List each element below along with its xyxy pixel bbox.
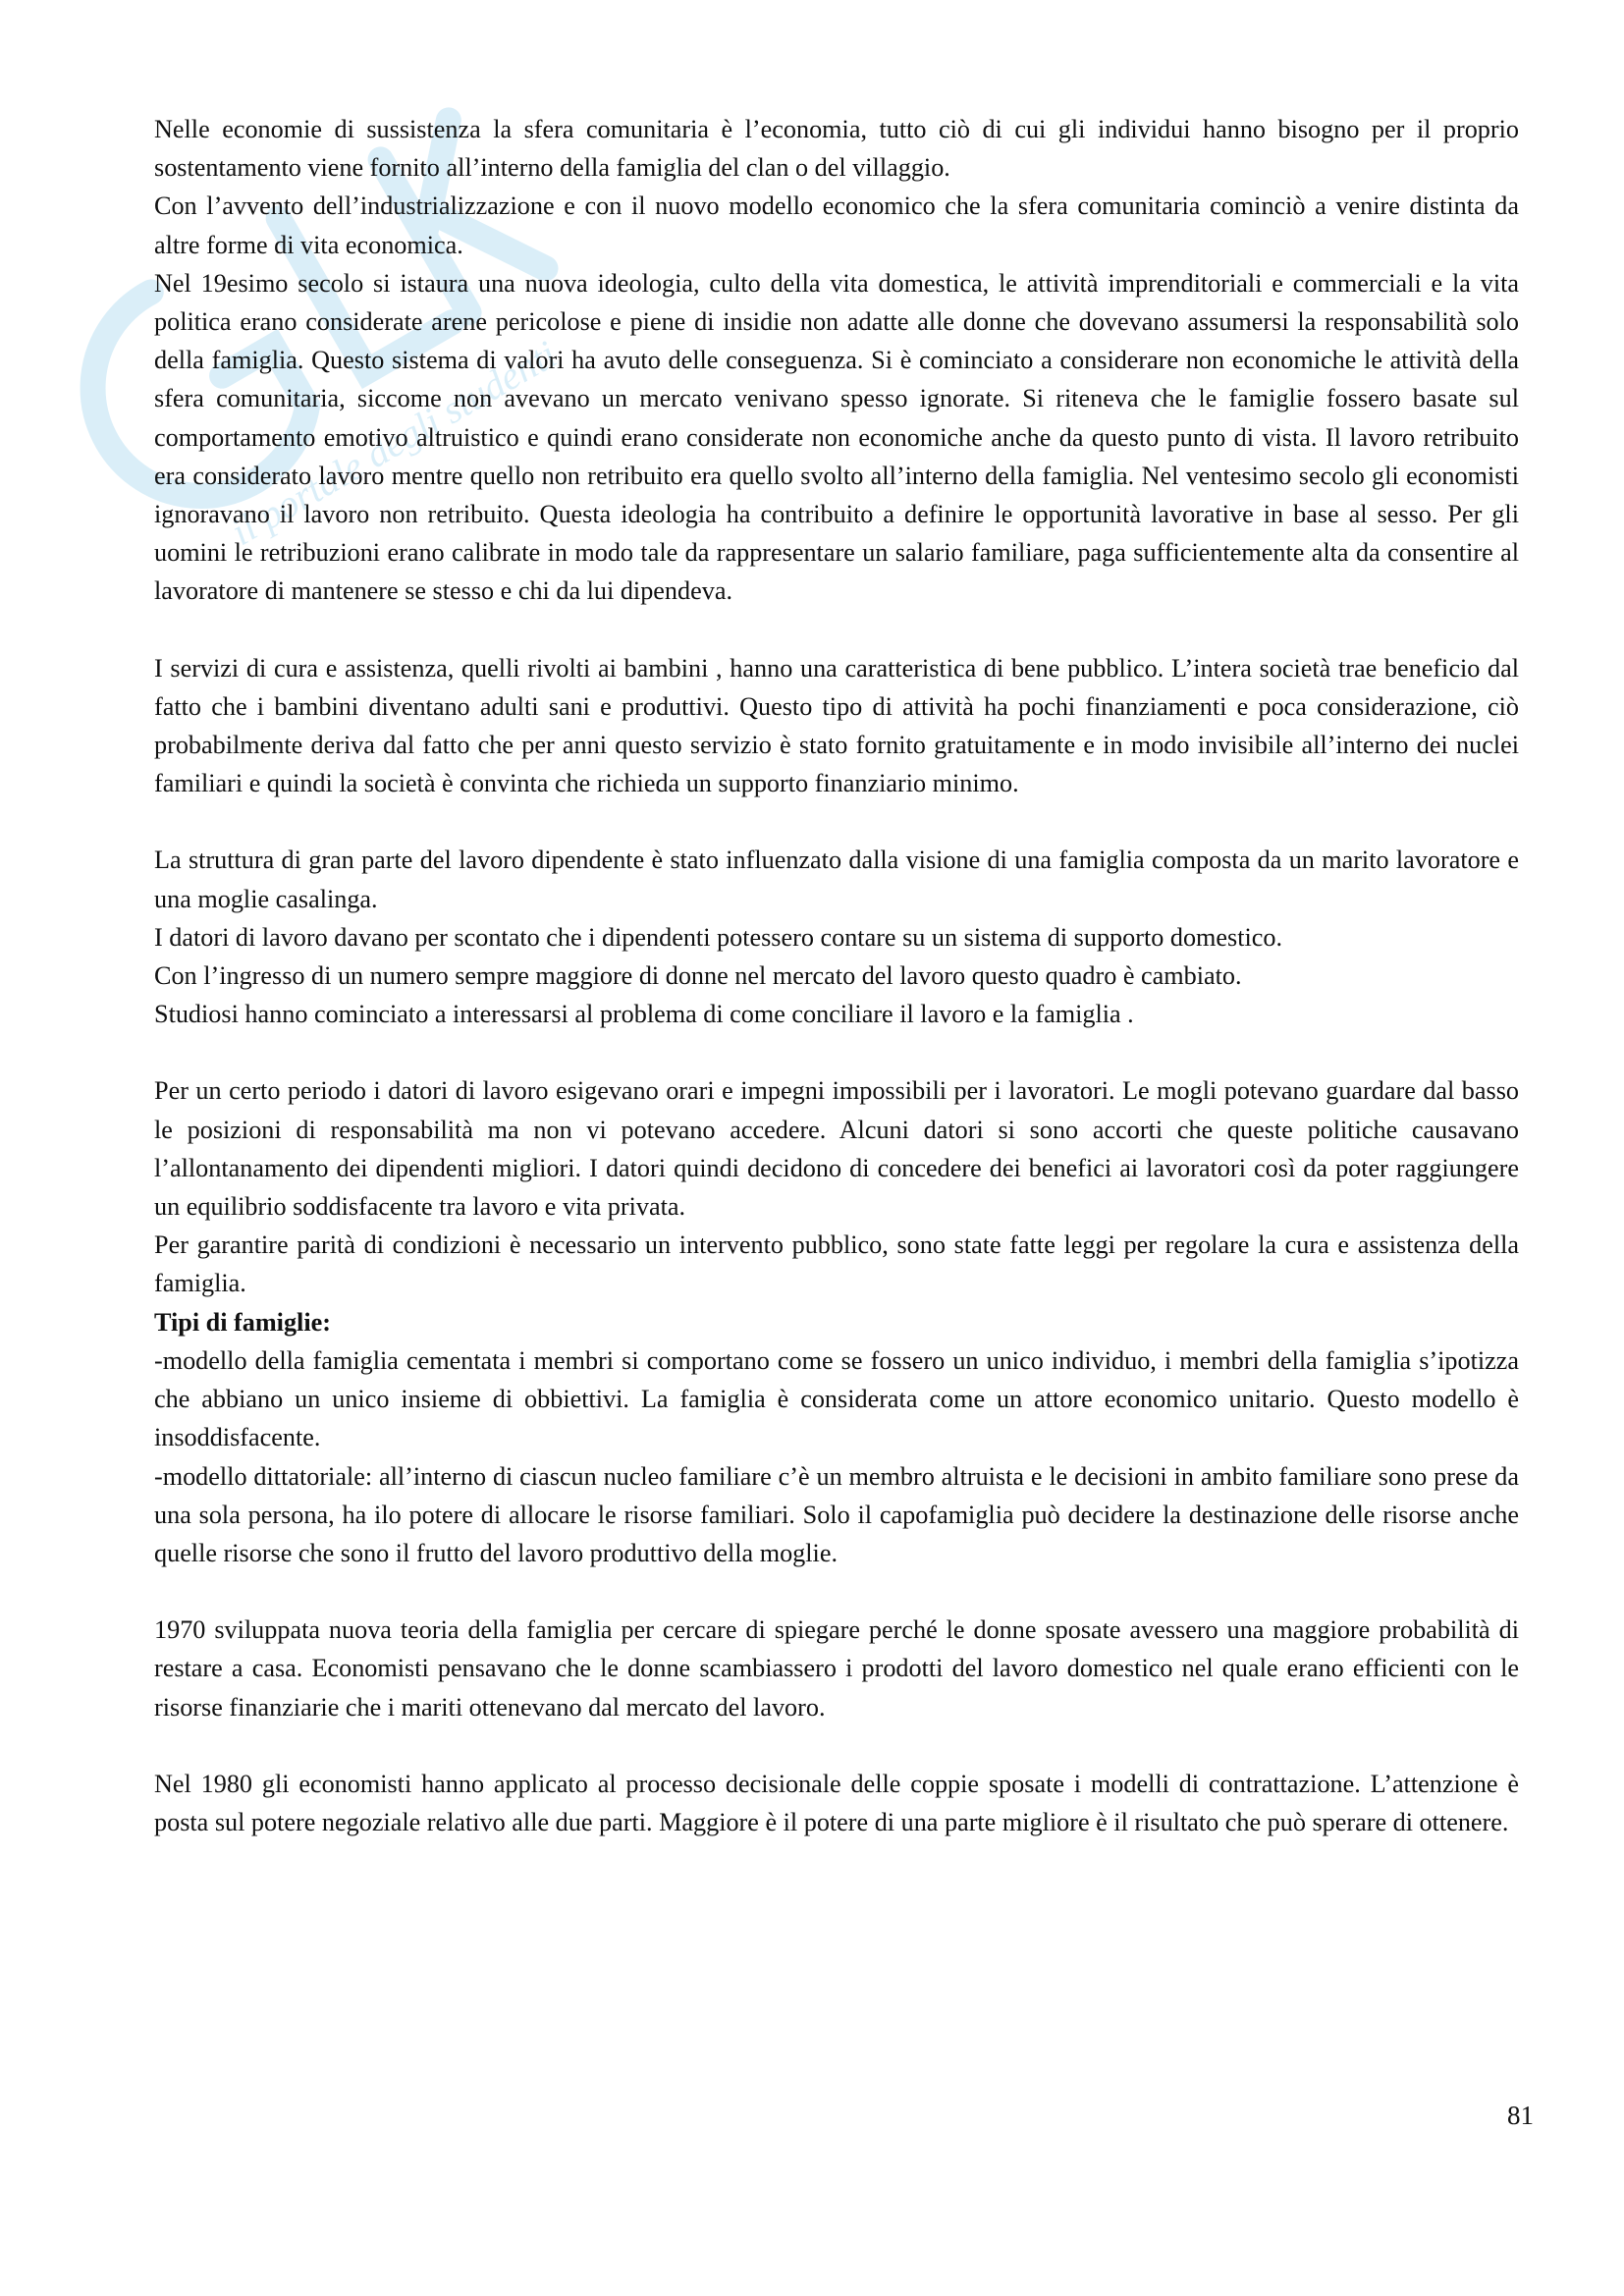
paragraph-studiosi: Studiosi hanno cominciato a interessarsi al problema di come conciliare il lavoro e la famiglia . xyxy=(154,1000,1134,1029)
paragraph-certo-periodo: Per un certo periodo i datori di lavoro esigevano orari e impegni impossibili per i lavoratori. Le mogli potevano guardare dal basso le posizioni di responsabilità ma non vi potevano accedere. Alcuni datori si sono accorti che queste politiche causavano l’allontanamento dei dipendenti migliori. I datori quindi decidono di concedere dei benefici ai lavoratori così da poter raggiungere un equilibrio soddisfacente tra lavoro e vita privata. xyxy=(154,1076,1519,1222)
paragraph-19esimo-secolo: Nel 19esimo secolo si istaura una nuova ideologia, culto della vita domestica, le attività imprenditoriali e commerciali e la vita politica erano considerate arene pericolose e piene di insidie non adatte alle donne che dovevano assumersi la responsabilità solo della famiglia. Questo sistema di valori ha avuto delle conseguenza. Si è cominciato a considerare non economiche le attività della sfera comunitaria, siccome non avevano un mercato venivano spesso ignorate. Si riteneva che le famiglie fossero basate sul comportamento emotivo altruistico e quindi erano considerate non economiche anche da questo punto di vista. Il lavoro retribuito era considerato lavoro mentre quello non retribuito era quello svolto all’interno della famiglia. Nel ventesimo secolo gli economisti ignoravano il lavoro non retribuito. Questa ideologia ha contribuito a definire le opportunità lavorative in base al sesso. Per gli uomini le retribuzioni erano calibrate in modo tale da rappresentare un salario familiare, paga sufficientemente alta da consentire al lavoratore di mantenere se stesso e chi da lui dipendeva. xyxy=(154,268,1519,606)
paragraph-industrializzazione: Con l’avvento dell’industrializzazione e con il nuovo modello economico che la sfera comunitaria cominciò a venire distinta da altre forme di vita economica. xyxy=(154,191,1519,259)
paragraph-1970: 1970 sviluppata nuova teoria della famiglia per cercare di spiegare perché le donne sposate avessero una maggiore probabilità di restare a casa. Economisti pensavano che le donne scambiassero i prodotti del lavoro domestico nel quale erano efficienti con le risorse finanziarie che i mariti ottenevano dal mercato del lavoro. xyxy=(154,1615,1519,1722)
paragraph-1980: Nel 1980 gli economisti hanno applicato al processo decisionale delle coppie sposate i modelli di contrattazione. L’attenzione è posta sul potere negoziale relativo alle due parti. Maggiore è il potere di una parte migliore è il risultato che può sperare di ottenere. xyxy=(154,1769,1519,1836)
paragraph-modello-dittatoriale: -modello dittatoriale: all’interno di ciascun nucleo familiare c’è un membro altruista e le decisioni in ambito familiare sono prese da una sola persona, ha ilo potere di allocare le risorse familiari. Solo il capofamiglia può decidere la destinazione delle risorse anche quelle risorse che sono il frutto del lavoro produttivo della moglie. xyxy=(154,1461,1519,1567)
paragraph-famiglia-cementata: -modello della famiglia cementata i membri si comportano come se fossero un unico individuo, i membri della famiglia s’ipotizza che abbiano un unico insieme di obbiettivi. La famiglia è considerata come un attore economico unitario. Questo modello è insoddisfacente. xyxy=(154,1345,1519,1452)
paragraph-datori-scontato: I datori di lavoro davano per scontato che i dipendenti potessero contare su un sistema di supporto domestico. xyxy=(154,922,1283,952)
section-heading-tipi-famiglie: Tipi di famiglie: xyxy=(154,1307,331,1337)
paragraph-struttura-lavoro: La struttura di gran parte del lavoro dipendente è stato influenzato dalla visione di una famiglia composta da un marito lavoratore e una moglie casalinga. xyxy=(154,846,1519,913)
document-body xyxy=(154,110,1519,1841)
svg-text:il portale degli studenti: il portale degli studenti xyxy=(223,331,565,555)
paragraph-servizi-cura: I servizi di cura e assistenza, quelli rivolti ai bambini , hanno una caratteristica di bene pubblico. L’intera società trae beneficio dal fatto che i bambini diventano adulti sani e produttivi. Questo tipo di attività ha pochi finanziamenti e poca considerazione, ciò probabilmente deriva dal fatto che per anni questo servizio è stato fornito gratuitamente e in modo invisibile all’interno dei nuclei familiari e quindi la società è convinta che richieda un supporto finanziario minimo. xyxy=(154,653,1519,798)
page-number: 81 xyxy=(1507,2101,1534,2130)
paragraph-sussistenza: Nelle economie di sussistenza la sfera comunitaria è l’economia, tutto ciò di cui gli individui hanno bisogno per il proprio sostentamento viene fornito all’interno della famiglia del clan o del villaggio. xyxy=(154,115,1519,183)
paragraph-ingresso-donne: Con l’ingresso di un numero sempre maggiore di donne nel mercato del lavoro questo quadro è cambiato. xyxy=(154,961,1242,991)
paragraph-parita-condizioni: Per garantire parità di condizioni è necessario un intervento pubblico, sono state fatte leggi per regolare la cura e assistenza della famiglia. xyxy=(154,1230,1519,1298)
